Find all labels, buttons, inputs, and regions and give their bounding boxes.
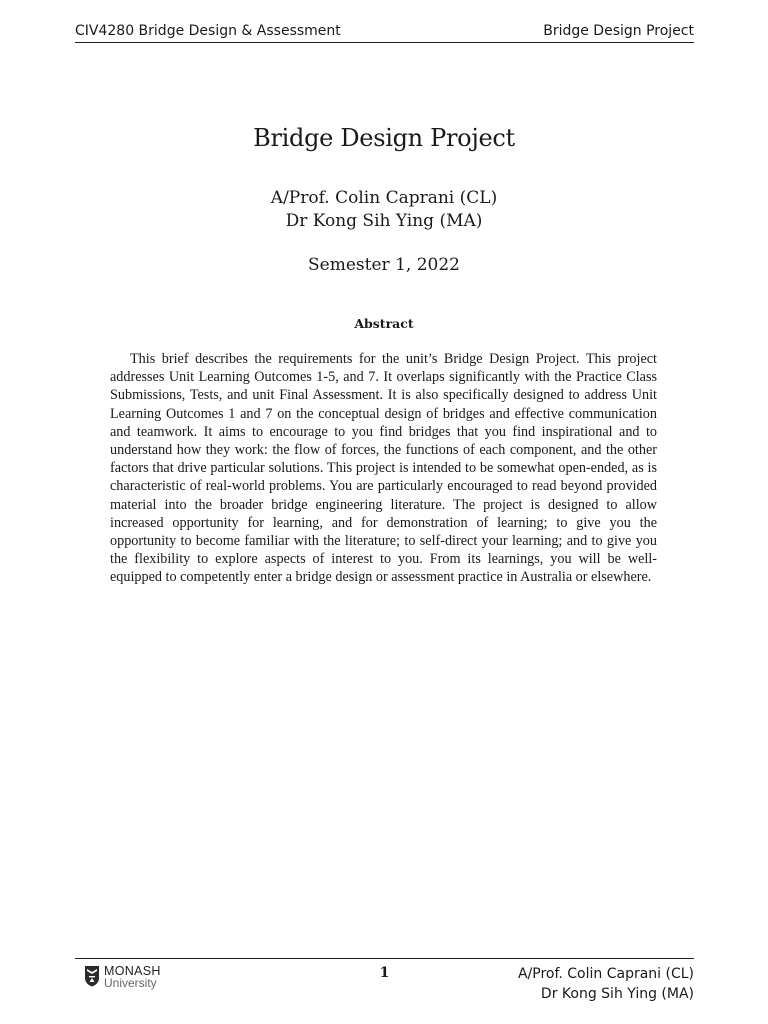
- abstract-body: This brief describes the requirements for the unit’s Bridge Design Project. This project addresses Unit Learning Outcomes 1-5, and 7. It overlaps significantly with the Practice Class Submissions, Tests, and unit Final Assessment. It is also specifically designed to address Unit Learning Outcomes 1 and 7 on the conceptual design of bridges and effective communication and teamwork. It aims to encourage to you find bridges that you find inspirational and to understand how they work: the flow of forces, the functions of each component, and the other factors that drive particular solutions. This project is intended to be somewhat open-ended, as is characteristic of real-world problems. You are particularly encouraged to read beyond provided material into the broader bridge engineering literature. The project is designed to allow increased opportunity for learning, and for demonstration of learning; to give you the opportunity to become familiar with the literature; to self-direct your learning; and to give you the flexibility to explore aspects of interest to you. From its learnings, you will be well-equipped to competently enter a bridge design or assessment practice in Australia or elsewhere.: [110, 351, 657, 586]
- running-header: [75, 20, 694, 43]
- author-list: [0, 187, 768, 233]
- page-number: 1: [379, 965, 390, 981]
- logo-subtitle: University: [104, 976, 157, 990]
- document-date: Semester 1, 2022: [308, 255, 460, 275]
- header-document-title: Bridge Design Project: [543, 23, 694, 39]
- abstract-heading: Abstract: [354, 316, 414, 331]
- author-name: Dr Kong Sih Ying (MA): [285, 211, 483, 231]
- header-course-title: CIV4280 Bridge Design & Assessment: [75, 23, 341, 39]
- page-footer: [75, 958, 694, 1004]
- footer-author-list: [518, 964, 694, 1004]
- document-title: Bridge Design Project: [253, 124, 515, 152]
- footer-author-name: A/Prof. Colin Caprani (CL): [517, 966, 694, 982]
- logo-wordmark: MONASH: [104, 964, 161, 978]
- footer-author-name: Dr Kong Sih Ying (MA): [540, 986, 694, 1002]
- author-name: A/Prof. Colin Caprani (CL): [270, 188, 498, 208]
